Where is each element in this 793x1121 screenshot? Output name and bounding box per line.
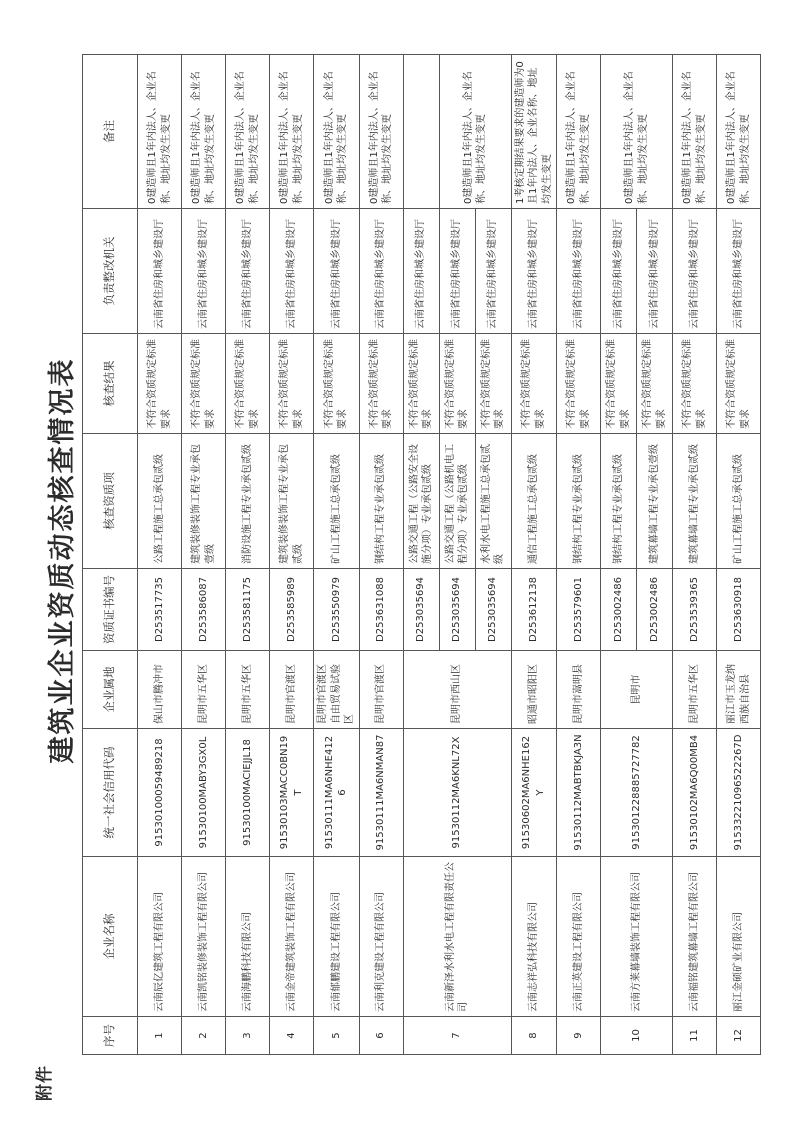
row-number: 5	[314, 1017, 360, 1055]
credit-code: 91530100059489218	[138, 729, 182, 857]
responsible-org: 云南省住房和城乡建设厅	[439, 209, 475, 334]
col-header: 统一社会信用代码	[83, 729, 138, 857]
check-result: 不符合资质规定标准要求	[511, 334, 557, 434]
table-row	[314, 55, 360, 1055]
cert-number: D253035694	[475, 569, 511, 651]
credit-code: 91530102MA6Q00MB4	[673, 729, 717, 857]
responsible-org: 云南省住房和城乡建设厅	[673, 209, 717, 334]
checked-qualification: 钢结构工程专业承包贰级	[359, 434, 403, 569]
remark: 1考核定期结果要求的建造师为0且1年内法人、企业名称、地址均发生变更	[511, 55, 557, 209]
cert-number: D253579601	[557, 569, 601, 651]
company-location: 昆明市官渡区	[270, 651, 314, 729]
check-result: 不符合资质规定标准要求	[138, 334, 182, 434]
company-name: 丽江金硕矿业有限公司	[717, 857, 761, 1017]
remark: 0建造师且1年内法人、企业名称、地址均发生变更	[138, 55, 182, 209]
check-result: 不符合资质规定标准要求	[637, 334, 673, 434]
credit-code: 91530111MA6NMAN87	[359, 729, 403, 857]
remark: 0建造师且1年内法人、企业名称、地址均发生变更	[717, 55, 761, 209]
checked-qualification: 建筑幕墙工程专业承包壹级	[637, 434, 673, 569]
checked-qualification: 钢结构工程专业承包贰级	[601, 434, 637, 569]
responsible-org: 云南省住房和城乡建设厅	[637, 209, 673, 334]
responsible-org: 云南省住房和城乡建设厅	[138, 209, 182, 334]
remark: 0建造师且1年内法人、企业名称、地址均发生变更	[226, 55, 270, 209]
credit-code: 91530103MACC0BN19T	[270, 729, 314, 857]
table-row	[511, 55, 557, 1055]
check-result: 不符合资质规定标准要求	[439, 334, 475, 434]
credit-code: 91533221096522267D	[717, 729, 761, 857]
responsible-org: 云南省住房和城乡建设厅	[601, 209, 637, 334]
table-row	[717, 55, 761, 1055]
col-header: 企业属地	[83, 651, 138, 729]
row-number: 3	[226, 1017, 270, 1055]
company-location: 昆明市	[601, 651, 673, 729]
checked-qualification: 矿山工程施工总承包贰级	[314, 434, 360, 569]
check-result: 不符合资质规定标准要求	[717, 334, 761, 434]
credit-code: 91530111MA6NHE4126	[314, 729, 360, 857]
col-header: 备注	[83, 55, 138, 209]
table-row	[270, 55, 314, 1055]
col-header: 企业名称	[83, 857, 138, 1017]
col-header: 资质证书编号	[83, 569, 138, 651]
credit-code: 91530100MACIEJJL18	[226, 729, 270, 857]
checked-qualification: 公路交通工程（公路机电工程分项）专业承包贰级	[439, 434, 475, 569]
page-title: 建筑业企业资质动态核查情况表	[47, 357, 78, 764]
company-name: 云南海鹏科技有限公司	[226, 857, 270, 1017]
cert-number: D253002486	[637, 569, 673, 651]
cert-number: D253550979	[314, 569, 360, 651]
company-location: 昭通市昭阳区	[511, 651, 557, 729]
responsible-org: 云南省住房和城乡建设厅	[557, 209, 601, 334]
remark: 0建造师且1年内法人、企业名称、地址均发生变更	[314, 55, 360, 209]
company-location: 昆明市五华区	[226, 651, 270, 729]
company-location: 昆明市嵩明县	[557, 651, 601, 729]
table-row	[226, 55, 270, 1055]
checked-qualification: 通信工程施工总承包贰级	[511, 434, 557, 569]
row-number: 7	[403, 1017, 511, 1055]
check-result: 不符合资质规定标准要求	[557, 334, 601, 434]
row-number: 10	[601, 1017, 673, 1055]
checked-qualification: 建筑装修装饰工程专业承包贰级	[270, 434, 314, 569]
cert-number: D253581175	[226, 569, 270, 651]
check-result: 不符合资质规定标准要求	[673, 334, 717, 434]
cert-number: D253002486	[601, 569, 637, 651]
company-location: 昆明市官渡区自由贸易试验区	[314, 651, 360, 729]
responsible-org: 云南省住房和城乡建设厅	[511, 209, 557, 334]
row-number: 4	[270, 1017, 314, 1055]
cert-number: D253612138	[511, 569, 557, 651]
credit-code: 91530112MA6KNL72X	[403, 729, 511, 857]
company-name: 云南辰亿建筑工程有限公司	[138, 857, 182, 1017]
remark: 0建造师且1年内法人、企业名称、地址均发生变更	[270, 55, 314, 209]
table-row	[138, 55, 182, 1055]
cert-number: D253586087	[182, 569, 226, 651]
remark: 0建造师且1年内法人、企业名称、地址均发生变更	[673, 55, 717, 209]
company-name: 云南凯铭装修装饰工程有限公司	[182, 857, 226, 1017]
row-number: 12	[717, 1017, 761, 1055]
checked-qualification: 公路工程施工总承包贰级	[138, 434, 182, 569]
col-header: 序号	[83, 1017, 138, 1055]
cert-number: D253585989	[270, 569, 314, 651]
table-row	[557, 55, 601, 1055]
responsible-org: 云南省住房和城乡建设厅	[475, 209, 511, 334]
cert-number: D253539365	[673, 569, 717, 651]
row-number: 9	[557, 1017, 601, 1055]
cert-number: D253035694	[403, 569, 439, 651]
company-name: 云南新泽水利水电工程有限责任公司	[403, 857, 511, 1017]
checked-qualification: 矿山工程施工总承包贰级	[717, 434, 761, 569]
checked-qualification: 建筑幕墙工程专业承包贰级	[673, 434, 717, 569]
company-name: 云南方莱幕墙装饰工程有限公司	[601, 857, 673, 1017]
cert-number: D253517735	[138, 569, 182, 651]
remark: 0建造师且1年内法人、企业名称、地址均发生变更	[601, 55, 673, 209]
check-result: 不符合资质规定标准要求	[270, 334, 314, 434]
cert-number: D253631088	[359, 569, 403, 651]
credit-code: 91530112MABTBKJA3N	[557, 729, 601, 857]
check-result: 不符合资质规定标准要求	[403, 334, 439, 434]
remark: 0建造师且1年内法人、企业名称、地址均发生变更	[557, 55, 601, 209]
company-location: 昆明市官渡区	[359, 651, 403, 729]
company-name: 云南福铭建筑幕墙工程有限公司	[673, 857, 717, 1017]
row-number: 6	[359, 1017, 403, 1055]
responsible-org: 云南省住房和城乡建设厅	[359, 209, 403, 334]
row-number: 11	[673, 1017, 717, 1055]
check-result: 不符合资质规定标准要求	[314, 334, 360, 434]
responsible-org: 云南省住房和城乡建设厅	[270, 209, 314, 334]
cert-number: D253630918	[717, 569, 761, 651]
credit-code: 91530602MA6NHE162Y	[511, 729, 557, 857]
table-row	[673, 55, 717, 1055]
company-name: 云南利克建设工程有限公司	[359, 857, 403, 1017]
row-number: 1	[138, 1017, 182, 1055]
responsible-org: 云南省住房和城乡建设厅	[717, 209, 761, 334]
row-number: 8	[511, 1017, 557, 1055]
company-name: 云南志祥弘科技有限公司	[511, 857, 557, 1017]
check-result: 不符合资质规定标准要求	[359, 334, 403, 434]
row-number: 2	[182, 1017, 226, 1055]
table-row	[601, 55, 637, 1055]
checked-qualification: 公路交通工程（公路安全设施分项）专业承包贰级	[403, 434, 439, 569]
table-row	[359, 55, 403, 1055]
company-location: 昆明市五华区	[673, 651, 717, 729]
check-result: 不符合资质规定标准要求	[182, 334, 226, 434]
remark: 0建造师且1年内法人、企业名称、地址均发生变更	[359, 55, 403, 209]
col-header: 核查结果	[83, 334, 138, 434]
remark: 0建造师且1年内法人、企业名称、地址均发生变更	[439, 55, 511, 209]
responsible-org: 云南省住房和城乡建设厅	[182, 209, 226, 334]
company-name: 云南正英建设工程有限公司	[557, 857, 601, 1017]
credit-code: 915301228885727782	[601, 729, 673, 857]
check-result: 不符合资质规定标准要求	[226, 334, 270, 434]
remark: 0建造师且1年内法人、企业名称、地址均发生变更	[182, 55, 226, 209]
col-header: 负责整改机关	[83, 209, 138, 334]
checked-qualification: 建筑装修装饰工程专业承包壹级	[182, 434, 226, 569]
cert-number: D253035694	[439, 569, 475, 651]
qualification-check-table	[82, 54, 761, 1055]
responsible-org: 云南省住房和城乡建设厅	[314, 209, 360, 334]
checked-qualification: 钢结构工程专业承包贰级	[557, 434, 601, 569]
checked-qualification: 水利水电工程施工总承包贰级	[475, 434, 511, 569]
remark	[403, 55, 439, 209]
responsible-org: 云南省住房和城乡建设厅	[403, 209, 439, 334]
responsible-org: 云南省住房和城乡建设厅	[226, 209, 270, 334]
table-row	[182, 55, 226, 1055]
company-location: 丽江市玉龙纳西族自治县	[717, 651, 761, 729]
company-name: 云南金帝建筑装饰工程有限公司	[270, 857, 314, 1017]
col-header: 核查资质项	[83, 434, 138, 569]
checked-qualification: 消防设施工程专业承包贰级	[226, 434, 270, 569]
check-result: 不符合资质规定标准要求	[475, 334, 511, 434]
company-name: 云南郁鹏建设工程有限公司	[314, 857, 360, 1017]
company-location: 昆明市西山区	[403, 651, 511, 729]
company-location: 保山市腾冲市	[138, 651, 182, 729]
check-result: 不符合资质规定标准要求	[601, 334, 637, 434]
attachment-label: 附件	[35, 1065, 55, 1101]
company-location: 昆明市五华区	[182, 651, 226, 729]
table-header-row	[83, 55, 138, 1055]
table-row	[403, 55, 439, 1055]
credit-code: 91530100MABY3GX0L	[182, 729, 226, 857]
